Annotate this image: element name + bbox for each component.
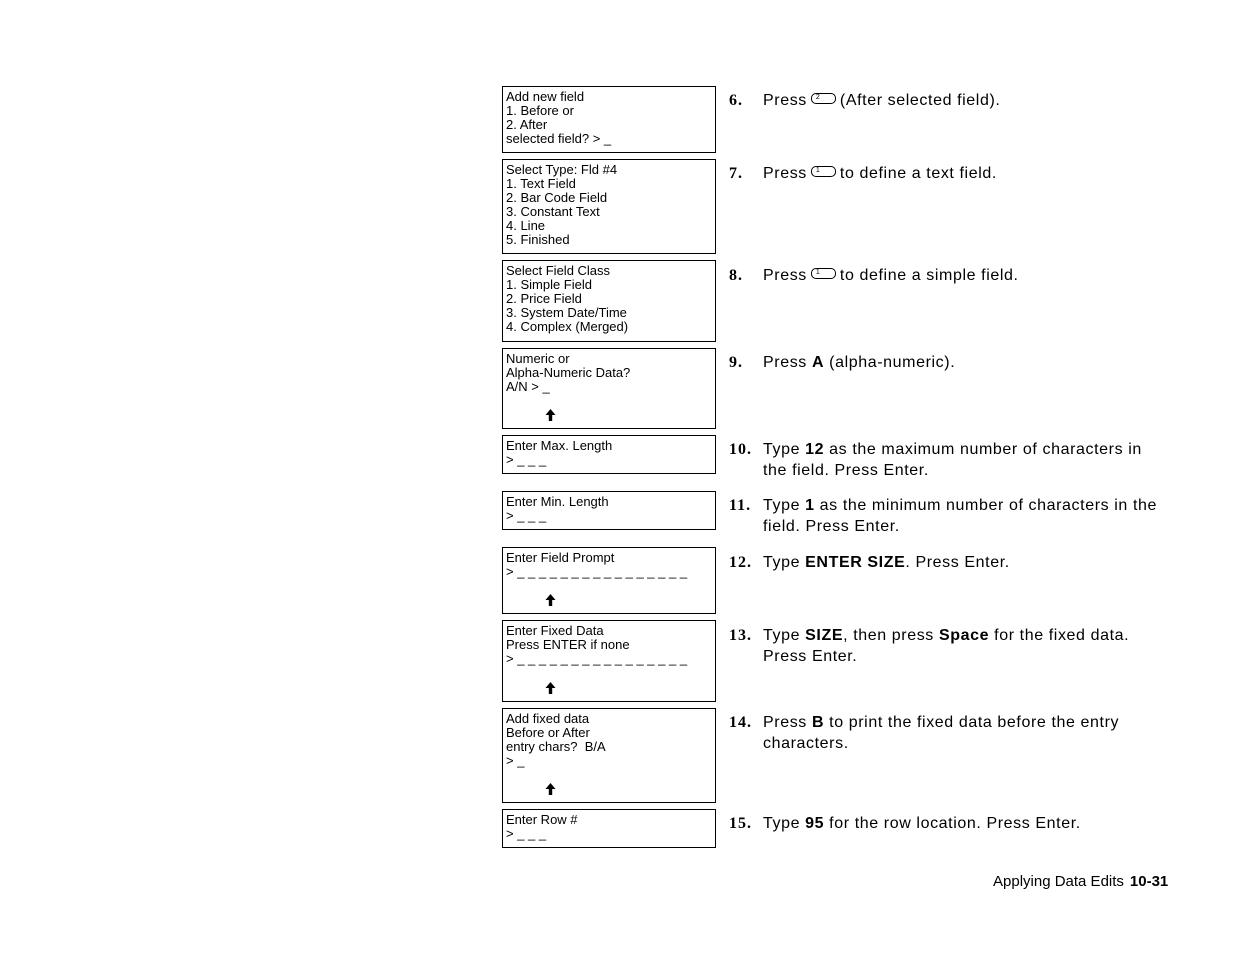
lcd-line: Enter Fixed Data — [506, 623, 604, 638]
step-text: Type — [763, 627, 806, 644]
lcd-line: 2. Bar Code Field — [506, 190, 608, 205]
lcd-line: > _ _ _ — [506, 826, 547, 841]
lcd-line: Enter Field Prompt — [506, 550, 615, 565]
lcd-line: 1. Before or — [506, 103, 574, 118]
lcd-line: Select Type: Fld #4 — [506, 162, 618, 177]
step-text: Press — [763, 92, 807, 109]
lcd-screen — [502, 348, 716, 429]
step-text: for the row location. Press Enter. — [824, 815, 1081, 832]
step-number: 15. — [729, 815, 752, 832]
step-text: . Press Enter. — [905, 554, 1010, 571]
lcd-line: Enter Max. Length — [506, 438, 613, 453]
lcd-line: 1. Simple Field — [506, 277, 592, 292]
step-text: for the fixed data. Press Enter. — [763, 627, 1130, 665]
step-number: 10. — [729, 441, 752, 458]
lcd-screen — [502, 86, 716, 153]
step-bold-text: SIZE — [805, 627, 844, 644]
step-13 — [729, 625, 1154, 667]
step-number: 9. — [729, 354, 743, 371]
step-text: as the minimum number of characters in the field. Press Enter. — [763, 497, 1158, 535]
step-11 — [729, 495, 1174, 537]
lcd-screen — [502, 491, 716, 530]
up-arrow-icon — [544, 782, 557, 796]
lcd-screen — [502, 809, 716, 848]
lcd-line: entry chars? B/A — [506, 739, 606, 754]
step-text: (alpha-numeric). — [824, 354, 956, 371]
step-bold-text: 95 — [805, 815, 825, 832]
step-text: Type — [763, 441, 806, 458]
lcd-line: 5. Finished — [506, 232, 570, 247]
lcd-line: Before or After — [506, 725, 590, 740]
step-text: Type — [763, 815, 806, 832]
lcd-line: Press ENTER if none — [506, 637, 630, 652]
step-12 — [729, 552, 1189, 573]
lcd-screen — [502, 159, 716, 254]
page-footer — [993, 873, 1168, 890]
up-arrow-icon — [544, 593, 557, 607]
step-text: (After selected field). — [839, 92, 1001, 109]
lcd-screen — [502, 620, 716, 702]
step-bold-text: A — [811, 354, 825, 371]
step-text: Type — [763, 497, 806, 514]
step-text: to define a text field. — [839, 165, 997, 182]
step-10 — [729, 439, 1149, 481]
lcd-screen — [502, 260, 716, 342]
step-8 — [729, 265, 1189, 286]
lcd-line: 1. Text Field — [506, 176, 576, 191]
lcd-line: > _ _ _ _ _ _ _ _ _ _ _ _ _ _ _ _ — [506, 651, 688, 666]
lcd-line: Enter Row # — [506, 812, 578, 827]
step-text: Press — [763, 267, 807, 284]
lcd-line: 4. Line — [506, 218, 546, 233]
keypad-key-icon: 2 — [811, 93, 836, 104]
step-number: 7. — [729, 165, 743, 182]
step-14 — [729, 712, 1184, 754]
lcd-line: 4. Complex (Merged) — [506, 319, 629, 334]
step-number: 14. — [729, 714, 752, 731]
step-number: 13. — [729, 627, 752, 644]
step-7 — [729, 163, 1189, 184]
lcd-line: Add fixed data — [506, 711, 590, 726]
step-text: , then press — [843, 627, 939, 644]
step-text: Press — [763, 714, 812, 731]
lcd-line: A/N > _ — [506, 379, 550, 394]
footer-section-title: Applying Data Edits — [993, 873, 1124, 890]
keypad-key-icon: 1 — [811, 268, 836, 279]
lcd-line: selected field? > _ — [506, 131, 612, 146]
lcd-screen — [502, 547, 716, 614]
step-text: Press — [763, 354, 812, 371]
lcd-screen — [502, 708, 716, 803]
step-text: as the maximum number of characters in the field. Press Enter. — [763, 441, 1142, 479]
lcd-line: Select Field Class — [506, 263, 611, 278]
step-text: Press — [763, 165, 807, 182]
lcd-line: Enter Min. Length — [506, 494, 609, 509]
step-number: 8. — [729, 267, 743, 284]
lcd-line: > _ _ _ — [506, 452, 547, 467]
step-text: to print the fixed data before the entry characters. — [763, 714, 1120, 752]
step-text: to define a simple field. — [839, 267, 1019, 284]
step-6 — [729, 90, 1189, 111]
up-arrow-icon — [544, 408, 557, 422]
lcd-line: 2. After — [506, 117, 548, 132]
step-15 — [729, 813, 1189, 834]
lcd-line: 3. Constant Text — [506, 204, 600, 219]
lcd-line: > _ _ _ _ _ _ _ _ _ _ _ _ _ _ _ _ — [506, 564, 688, 579]
step-bold-text: 1 — [805, 497, 815, 514]
step-bold-text: ENTER SIZE — [805, 554, 906, 571]
lcd-line: 3. System Date/Time — [506, 305, 627, 320]
step-9 — [729, 352, 1189, 373]
step-number: 12. — [729, 554, 752, 571]
step-bold-text: Space — [938, 627, 990, 644]
keypad-key-icon: 1 — [811, 166, 836, 177]
lcd-screen — [502, 435, 716, 474]
lcd-line: Add new field — [506, 89, 585, 104]
lcd-line: 2. Price Field — [506, 291, 582, 306]
lcd-line: Alpha-Numeric Data? — [506, 365, 631, 380]
step-bold-text: 12 — [805, 441, 825, 458]
footer-page-number: 10-31 — [1129, 873, 1169, 890]
lcd-line: > _ — [506, 753, 525, 768]
up-arrow-icon — [544, 681, 557, 695]
lcd-line: > _ _ _ — [506, 508, 547, 523]
step-number: 11. — [729, 497, 752, 514]
step-number: 6. — [729, 92, 743, 109]
step-bold-text: B — [811, 714, 825, 731]
step-text: Type — [763, 554, 806, 571]
lcd-line: Numeric or — [506, 351, 570, 366]
